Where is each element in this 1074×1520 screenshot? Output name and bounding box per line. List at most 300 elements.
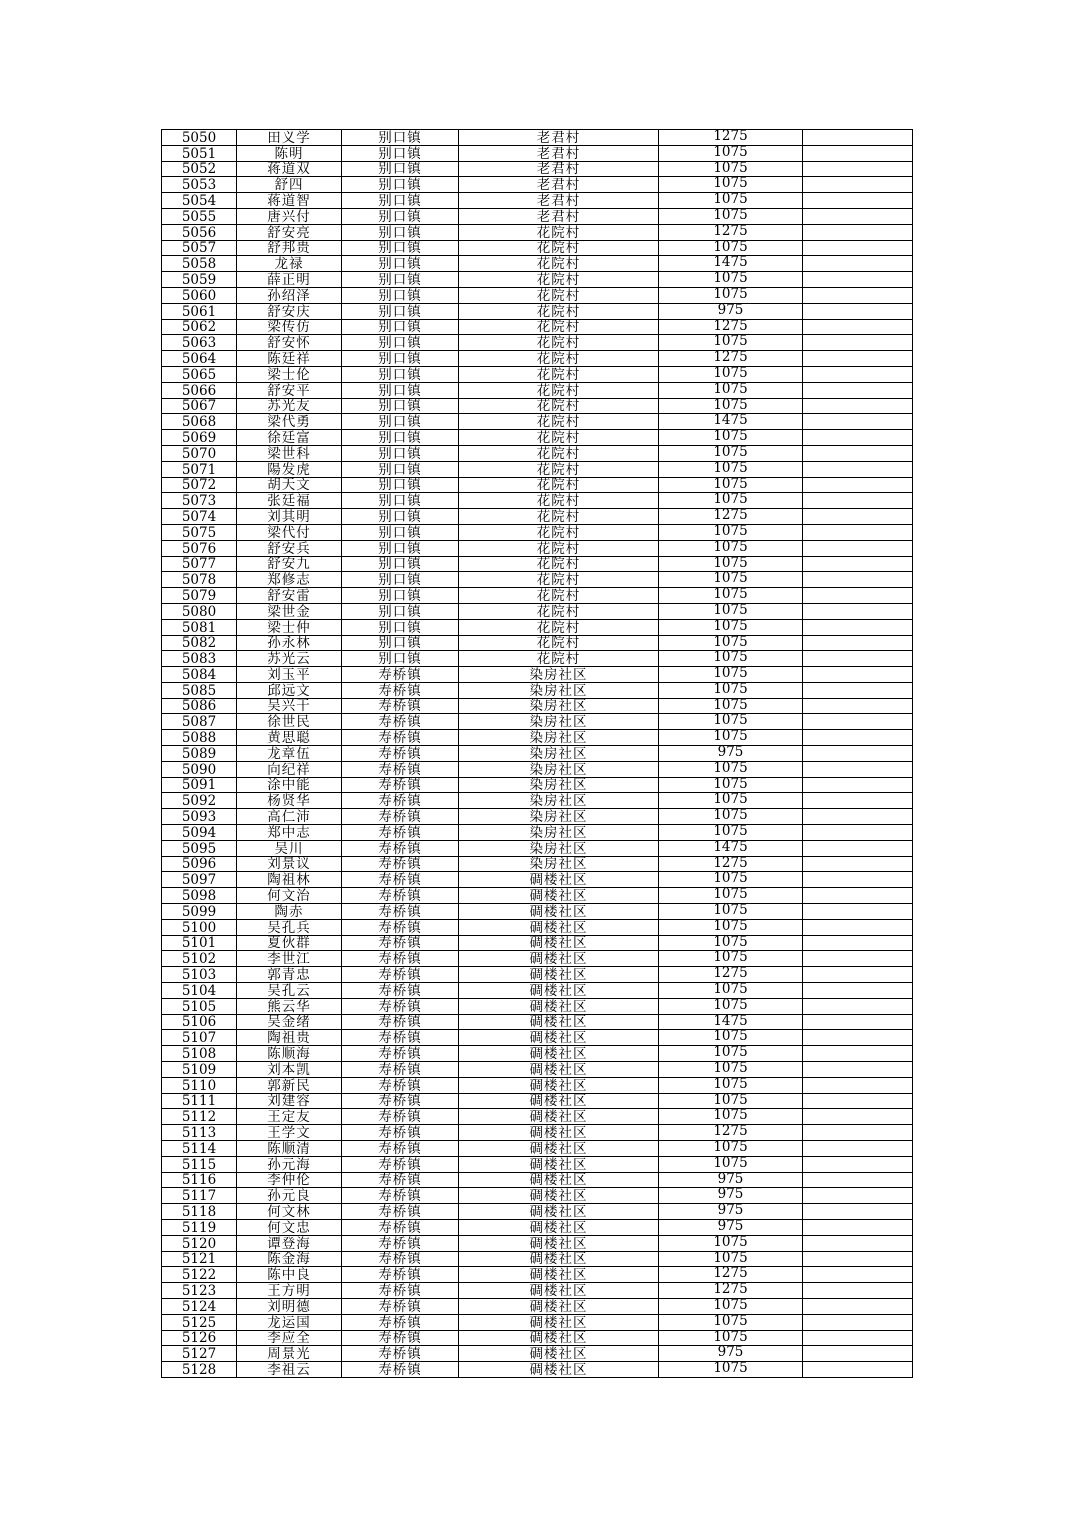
name-cell: 刘景议 xyxy=(237,856,342,872)
name-cell: 陶祖贵 xyxy=(237,1030,342,1046)
amount-cell: 1075 xyxy=(659,951,803,967)
note-cell xyxy=(803,319,913,335)
row-id-cell: 5053 xyxy=(162,177,237,193)
name-cell: 陈金海 xyxy=(237,1251,342,1267)
table-row xyxy=(162,888,913,904)
note-cell xyxy=(803,303,913,319)
note-cell xyxy=(803,619,913,635)
row-id-cell: 5068 xyxy=(162,414,237,430)
row-id-cell: 5067 xyxy=(162,398,237,414)
village-cell: 花院村 xyxy=(459,603,659,619)
town-cell: 别口镇 xyxy=(342,303,459,319)
note-cell xyxy=(803,1014,913,1030)
table-row xyxy=(162,193,913,209)
table-row xyxy=(162,856,913,872)
row-id-cell: 5128 xyxy=(162,1362,237,1378)
amount-cell: 1275 xyxy=(659,351,803,367)
town-cell: 寿桥镇 xyxy=(342,1346,459,1362)
note-cell xyxy=(803,572,913,588)
amount-cell: 1275 xyxy=(659,1125,803,1141)
town-cell: 寿桥镇 xyxy=(342,1030,459,1046)
name-cell: 郑修志 xyxy=(237,572,342,588)
name-cell: 孙元海 xyxy=(237,1156,342,1172)
name-cell: 苏光云 xyxy=(237,651,342,667)
table-row xyxy=(162,1077,913,1093)
note-cell xyxy=(803,603,913,619)
row-id-cell: 5069 xyxy=(162,430,237,446)
note-cell xyxy=(803,414,913,430)
village-cell: 碉楼社区 xyxy=(459,983,659,999)
table-row xyxy=(162,1188,913,1204)
row-id-cell: 5074 xyxy=(162,509,237,525)
note-cell xyxy=(803,1077,913,1093)
name-cell: 陈明 xyxy=(237,145,342,161)
note-cell xyxy=(803,145,913,161)
village-cell: 碉楼社区 xyxy=(459,1188,659,1204)
note-cell xyxy=(803,1346,913,1362)
note-cell xyxy=(803,493,913,509)
row-id-cell: 5088 xyxy=(162,730,237,746)
row-id-cell: 5121 xyxy=(162,1251,237,1267)
table-row xyxy=(162,1204,913,1220)
row-id-cell: 5097 xyxy=(162,872,237,888)
village-cell: 花院村 xyxy=(459,588,659,604)
village-cell: 花院村 xyxy=(459,224,659,240)
note-cell xyxy=(803,1125,913,1141)
name-cell: 吴孔云 xyxy=(237,983,342,999)
table-row xyxy=(162,145,913,161)
town-cell: 别口镇 xyxy=(342,272,459,288)
name-cell: 刘明德 xyxy=(237,1298,342,1314)
name-cell: 刘建容 xyxy=(237,1093,342,1109)
village-cell: 碉楼社区 xyxy=(459,1346,659,1362)
amount-cell: 1075 xyxy=(659,1141,803,1157)
row-id-cell: 5122 xyxy=(162,1267,237,1283)
row-id-cell: 5115 xyxy=(162,1156,237,1172)
village-cell: 碉楼社区 xyxy=(459,967,659,983)
table-row xyxy=(162,651,913,667)
table-row xyxy=(162,1093,913,1109)
village-cell: 花院村 xyxy=(459,240,659,256)
amount-cell: 1075 xyxy=(659,398,803,414)
name-cell: 何文治 xyxy=(237,888,342,904)
note-cell xyxy=(803,825,913,841)
row-id-cell: 5078 xyxy=(162,572,237,588)
amount-cell: 975 xyxy=(659,1172,803,1188)
row-id-cell: 5118 xyxy=(162,1204,237,1220)
name-cell: 何文忠 xyxy=(237,1219,342,1235)
row-id-cell: 5091 xyxy=(162,777,237,793)
name-cell: 吴兴干 xyxy=(237,698,342,714)
name-cell: 陽发虎 xyxy=(237,461,342,477)
town-cell: 别口镇 xyxy=(342,603,459,619)
row-id-cell: 5073 xyxy=(162,493,237,509)
name-cell: 王定友 xyxy=(237,1109,342,1125)
note-cell xyxy=(803,714,913,730)
note-cell xyxy=(803,967,913,983)
table-row xyxy=(162,935,913,951)
town-cell: 寿桥镇 xyxy=(342,1188,459,1204)
row-id-cell: 5094 xyxy=(162,825,237,841)
town-cell: 别口镇 xyxy=(342,414,459,430)
note-cell xyxy=(803,1141,913,1157)
village-cell: 碉楼社区 xyxy=(459,919,659,935)
town-cell: 别口镇 xyxy=(342,161,459,177)
name-cell: 郭新民 xyxy=(237,1077,342,1093)
row-id-cell: 5119 xyxy=(162,1219,237,1235)
row-id-cell: 5056 xyxy=(162,224,237,240)
row-id-cell: 5100 xyxy=(162,919,237,935)
village-cell: 碉楼社区 xyxy=(459,1172,659,1188)
data-table xyxy=(161,129,913,1378)
note-cell xyxy=(803,998,913,1014)
table-row xyxy=(162,998,913,1014)
row-id-cell: 5080 xyxy=(162,603,237,619)
town-cell: 寿桥镇 xyxy=(342,667,459,683)
note-cell xyxy=(803,477,913,493)
town-cell: 寿桥镇 xyxy=(342,1235,459,1251)
row-id-cell: 5060 xyxy=(162,287,237,303)
name-cell: 龙运国 xyxy=(237,1314,342,1330)
name-cell: 舒四 xyxy=(237,177,342,193)
amount-cell: 1075 xyxy=(659,572,803,588)
town-cell: 别口镇 xyxy=(342,524,459,540)
amount-cell: 1075 xyxy=(659,461,803,477)
village-cell: 染房社区 xyxy=(459,730,659,746)
table-row xyxy=(162,445,913,461)
town-cell: 别口镇 xyxy=(342,335,459,351)
amount-cell: 1075 xyxy=(659,335,803,351)
name-cell: 舒安庆 xyxy=(237,303,342,319)
table-row xyxy=(162,682,913,698)
name-cell: 吴孔兵 xyxy=(237,919,342,935)
town-cell: 寿桥镇 xyxy=(342,1362,459,1378)
name-cell: 高仁沛 xyxy=(237,809,342,825)
note-cell xyxy=(803,1298,913,1314)
village-cell: 碉楼社区 xyxy=(459,998,659,1014)
name-cell: 李世江 xyxy=(237,951,342,967)
row-id-cell: 5052 xyxy=(162,161,237,177)
table-row xyxy=(162,761,913,777)
table-row xyxy=(162,1330,913,1346)
village-cell: 碉楼社区 xyxy=(459,1109,659,1125)
town-cell: 寿桥镇 xyxy=(342,1125,459,1141)
note-cell xyxy=(803,983,913,999)
table-row xyxy=(162,1219,913,1235)
row-id-cell: 5058 xyxy=(162,256,237,272)
amount-cell: 1075 xyxy=(659,667,803,683)
table-row xyxy=(162,130,913,146)
row-id-cell: 5061 xyxy=(162,303,237,319)
town-cell: 别口镇 xyxy=(342,461,459,477)
amount-cell: 1075 xyxy=(659,635,803,651)
amount-cell: 1075 xyxy=(659,1298,803,1314)
town-cell: 别口镇 xyxy=(342,540,459,556)
amount-cell: 1075 xyxy=(659,1362,803,1378)
name-cell: 陶赤 xyxy=(237,904,342,920)
name-cell: 梁士伦 xyxy=(237,366,342,382)
amount-cell: 1275 xyxy=(659,509,803,525)
amount-cell: 1275 xyxy=(659,319,803,335)
note-cell xyxy=(803,430,913,446)
note-cell xyxy=(803,730,913,746)
town-cell: 寿桥镇 xyxy=(342,698,459,714)
amount-cell: 1075 xyxy=(659,793,803,809)
row-id-cell: 5104 xyxy=(162,983,237,999)
name-cell: 涂中能 xyxy=(237,777,342,793)
town-cell: 寿桥镇 xyxy=(342,983,459,999)
note-cell xyxy=(803,161,913,177)
table-row xyxy=(162,224,913,240)
note-cell xyxy=(803,1172,913,1188)
amount-cell: 1475 xyxy=(659,256,803,272)
amount-cell: 1075 xyxy=(659,1314,803,1330)
note-cell xyxy=(803,904,913,920)
village-cell: 碉楼社区 xyxy=(459,1125,659,1141)
town-cell: 别口镇 xyxy=(342,319,459,335)
name-cell: 徐廷富 xyxy=(237,430,342,446)
row-id-cell: 5070 xyxy=(162,445,237,461)
name-cell: 向纪祥 xyxy=(237,761,342,777)
amount-cell: 1075 xyxy=(659,777,803,793)
amount-cell: 1275 xyxy=(659,856,803,872)
table-row xyxy=(162,1046,913,1062)
name-cell: 梁传仿 xyxy=(237,319,342,335)
note-cell xyxy=(803,935,913,951)
town-cell: 寿桥镇 xyxy=(342,1283,459,1299)
name-cell: 王方明 xyxy=(237,1283,342,1299)
town-cell: 寿桥镇 xyxy=(342,935,459,951)
village-cell: 碉楼社区 xyxy=(459,1235,659,1251)
amount-cell: 1075 xyxy=(659,809,803,825)
amount-cell: 1075 xyxy=(659,1093,803,1109)
table-row xyxy=(162,398,913,414)
row-id-cell: 5126 xyxy=(162,1330,237,1346)
amount-cell: 1075 xyxy=(659,240,803,256)
town-cell: 别口镇 xyxy=(342,651,459,667)
name-cell: 舒安亮 xyxy=(237,224,342,240)
village-cell: 老君村 xyxy=(459,161,659,177)
table-row xyxy=(162,1283,913,1299)
name-cell: 李应全 xyxy=(237,1330,342,1346)
name-cell: 舒安雷 xyxy=(237,588,342,604)
table-row xyxy=(162,967,913,983)
note-cell xyxy=(803,366,913,382)
table-row xyxy=(162,477,913,493)
amount-cell: 1075 xyxy=(659,208,803,224)
row-id-cell: 5062 xyxy=(162,319,237,335)
row-id-cell: 5082 xyxy=(162,635,237,651)
village-cell: 碉楼社区 xyxy=(459,1298,659,1314)
name-cell: 梁世科 xyxy=(237,445,342,461)
table-row xyxy=(162,1030,913,1046)
row-id-cell: 5112 xyxy=(162,1109,237,1125)
name-cell: 龙章伍 xyxy=(237,746,342,762)
village-cell: 花院村 xyxy=(459,414,659,430)
town-cell: 寿桥镇 xyxy=(342,1014,459,1030)
row-id-cell: 5120 xyxy=(162,1235,237,1251)
row-id-cell: 5084 xyxy=(162,667,237,683)
row-id-cell: 5059 xyxy=(162,272,237,288)
row-id-cell: 5063 xyxy=(162,335,237,351)
note-cell xyxy=(803,224,913,240)
amount-cell: 1075 xyxy=(659,825,803,841)
table-row xyxy=(162,414,913,430)
name-cell: 杨贤华 xyxy=(237,793,342,809)
village-cell: 碉楼社区 xyxy=(459,1219,659,1235)
row-id-cell: 5065 xyxy=(162,366,237,382)
town-cell: 别口镇 xyxy=(342,382,459,398)
row-id-cell: 5050 xyxy=(162,130,237,146)
town-cell: 别口镇 xyxy=(342,572,459,588)
table-row xyxy=(162,493,913,509)
table-row xyxy=(162,698,913,714)
table-row xyxy=(162,287,913,303)
table-row xyxy=(162,983,913,999)
row-id-cell: 5125 xyxy=(162,1314,237,1330)
name-cell: 蒋道智 xyxy=(237,193,342,209)
name-cell: 何文林 xyxy=(237,1204,342,1220)
name-cell: 舒安平 xyxy=(237,382,342,398)
amount-cell: 1075 xyxy=(659,477,803,493)
name-cell: 吴金绪 xyxy=(237,1014,342,1030)
village-cell: 碉楼社区 xyxy=(459,1267,659,1283)
note-cell xyxy=(803,1109,913,1125)
note-cell xyxy=(803,1314,913,1330)
town-cell: 别口镇 xyxy=(342,208,459,224)
village-cell: 花院村 xyxy=(459,272,659,288)
amount-cell: 1075 xyxy=(659,603,803,619)
name-cell: 陈廷祥 xyxy=(237,351,342,367)
village-cell: 碉楼社区 xyxy=(459,1283,659,1299)
town-cell: 寿桥镇 xyxy=(342,872,459,888)
name-cell: 薛正明 xyxy=(237,272,342,288)
row-id-cell: 5051 xyxy=(162,145,237,161)
amount-cell: 1075 xyxy=(659,651,803,667)
village-cell: 碉楼社区 xyxy=(459,935,659,951)
name-cell: 刘玉平 xyxy=(237,667,342,683)
village-cell: 花院村 xyxy=(459,651,659,667)
amount-cell: 975 xyxy=(659,303,803,319)
village-cell: 染房社区 xyxy=(459,761,659,777)
town-cell: 寿桥镇 xyxy=(342,1172,459,1188)
village-cell: 花院村 xyxy=(459,493,659,509)
village-cell: 碉楼社区 xyxy=(459,1141,659,1157)
note-cell xyxy=(803,509,913,525)
table-row xyxy=(162,588,913,604)
village-cell: 染房社区 xyxy=(459,682,659,698)
row-id-cell: 5054 xyxy=(162,193,237,209)
amount-cell: 1075 xyxy=(659,445,803,461)
town-cell: 寿桥镇 xyxy=(342,1156,459,1172)
note-cell xyxy=(803,398,913,414)
row-id-cell: 5111 xyxy=(162,1093,237,1109)
amount-cell: 1075 xyxy=(659,1330,803,1346)
table-row xyxy=(162,509,913,525)
town-cell: 别口镇 xyxy=(342,240,459,256)
note-cell xyxy=(803,746,913,762)
amount-cell: 1075 xyxy=(659,730,803,746)
town-cell: 寿桥镇 xyxy=(342,1141,459,1157)
note-cell xyxy=(803,1219,913,1235)
table-row xyxy=(162,1362,913,1378)
table-row xyxy=(162,461,913,477)
table-row xyxy=(162,872,913,888)
row-id-cell: 5071 xyxy=(162,461,237,477)
row-id-cell: 5102 xyxy=(162,951,237,967)
village-cell: 花院村 xyxy=(459,556,659,572)
row-id-cell: 5075 xyxy=(162,524,237,540)
village-cell: 染房社区 xyxy=(459,840,659,856)
name-cell: 陈顺海 xyxy=(237,1046,342,1062)
row-id-cell: 5106 xyxy=(162,1014,237,1030)
town-cell: 寿桥镇 xyxy=(342,1251,459,1267)
amount-cell: 1075 xyxy=(659,1062,803,1078)
name-cell: 邱远文 xyxy=(237,682,342,698)
town-cell: 寿桥镇 xyxy=(342,777,459,793)
village-cell: 花院村 xyxy=(459,319,659,335)
amount-cell: 1075 xyxy=(659,366,803,382)
village-cell: 染房社区 xyxy=(459,856,659,872)
town-cell: 寿桥镇 xyxy=(342,967,459,983)
amount-cell: 1075 xyxy=(659,919,803,935)
amount-cell: 975 xyxy=(659,746,803,762)
row-id-cell: 5114 xyxy=(162,1141,237,1157)
row-id-cell: 5124 xyxy=(162,1298,237,1314)
row-id-cell: 5083 xyxy=(162,651,237,667)
table-row xyxy=(162,1172,913,1188)
note-cell xyxy=(803,556,913,572)
table-row xyxy=(162,619,913,635)
table-row xyxy=(162,240,913,256)
amount-cell: 1075 xyxy=(659,872,803,888)
village-cell: 碉楼社区 xyxy=(459,951,659,967)
amount-cell: 1475 xyxy=(659,840,803,856)
village-cell: 碉楼社区 xyxy=(459,1314,659,1330)
table-row xyxy=(162,809,913,825)
village-cell: 花院村 xyxy=(459,335,659,351)
amount-cell: 975 xyxy=(659,1188,803,1204)
village-cell: 碉楼社区 xyxy=(459,1204,659,1220)
amount-cell: 1475 xyxy=(659,1014,803,1030)
village-cell: 碉楼社区 xyxy=(459,872,659,888)
name-cell: 梁世金 xyxy=(237,603,342,619)
town-cell: 寿桥镇 xyxy=(342,761,459,777)
town-cell: 寿桥镇 xyxy=(342,1077,459,1093)
village-cell: 老君村 xyxy=(459,208,659,224)
note-cell xyxy=(803,1156,913,1172)
table-row xyxy=(162,572,913,588)
name-cell: 陶祖林 xyxy=(237,872,342,888)
note-cell xyxy=(803,1204,913,1220)
name-cell: 苏光友 xyxy=(237,398,342,414)
note-cell xyxy=(803,272,913,288)
name-cell: 梁代付 xyxy=(237,524,342,540)
note-cell xyxy=(803,1030,913,1046)
town-cell: 别口镇 xyxy=(342,145,459,161)
note-cell xyxy=(803,445,913,461)
amount-cell: 1075 xyxy=(659,493,803,509)
name-cell: 舒安九 xyxy=(237,556,342,572)
village-cell: 花院村 xyxy=(459,619,659,635)
town-cell: 别口镇 xyxy=(342,256,459,272)
town-cell: 寿桥镇 xyxy=(342,919,459,935)
name-cell: 舒邦贵 xyxy=(237,240,342,256)
table-row xyxy=(162,840,913,856)
row-id-cell: 5117 xyxy=(162,1188,237,1204)
note-cell xyxy=(803,856,913,872)
table-row xyxy=(162,1346,913,1362)
